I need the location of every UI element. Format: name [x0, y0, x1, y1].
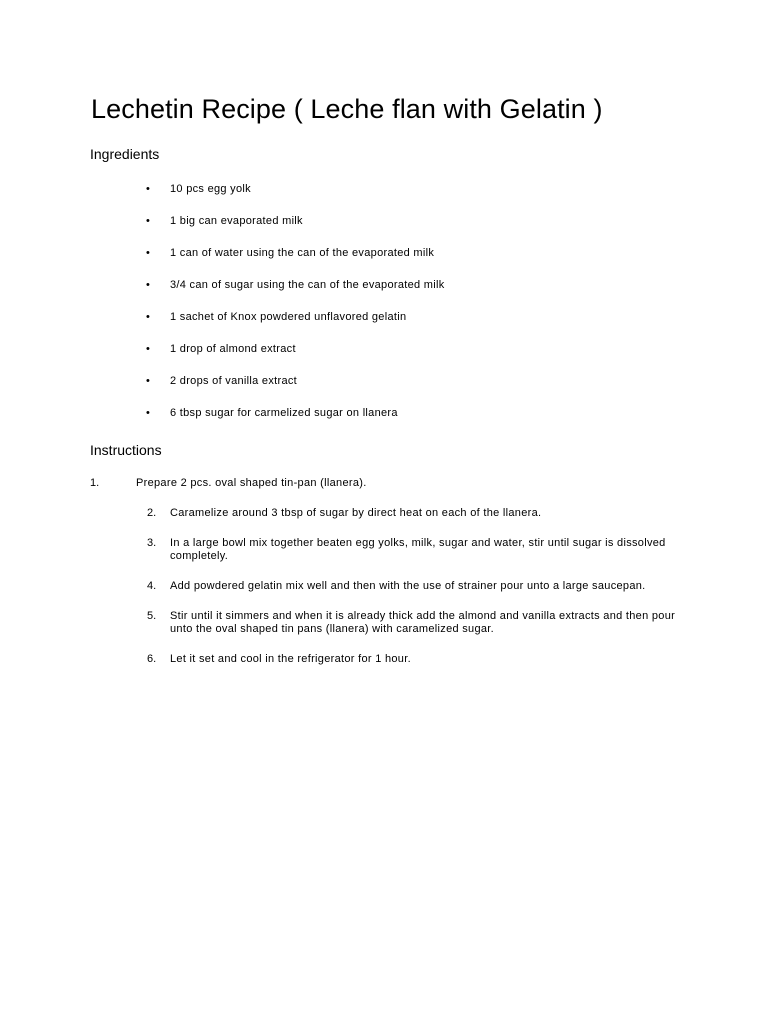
ingredient-item: [0, 215, 700, 231]
ingredient-text: 1 big can evaporated milk: [170, 215, 303, 227]
step-number: 4.: [147, 580, 157, 592]
ingredient-text: 1 can of water using the can of the evaporated milk: [170, 247, 435, 259]
step-number: 2.: [147, 507, 157, 519]
bullet-icon: •: [146, 375, 150, 387]
ingredient-item: [0, 343, 700, 359]
step-text: Add powdered gelatin mix well and then with the use of strainer pour unto a large saucepan.: [170, 580, 646, 592]
ingredient-text: 3/4 can of sugar using the can of the evaporated milk: [170, 279, 445, 291]
step-text: In a large bowl mix together beaten egg yolks, milk, sugar and water, stir until sugar is dissolved completely.: [170, 537, 666, 562]
ingredient-item: [0, 279, 700, 295]
ingredient-item: [0, 407, 700, 423]
bullet-icon: •: [146, 311, 150, 323]
step-number: 3.: [147, 537, 157, 549]
ingredient-text: 1 sachet of Knox powdered unflavored gelatin: [170, 311, 407, 323]
document-title: Lechetin Recipe ( Leche flan with Gelatin ): [91, 94, 603, 124]
bullet-icon: •: [146, 343, 150, 355]
step-text: Stir until it simmers and when it is already thick add the almond and vanilla extracts and then pour unto the oval shaped tin pans (llanera) with caramelized sugar.: [170, 610, 676, 635]
instructions-heading: Instructions: [90, 442, 162, 458]
bullet-icon: •: [146, 183, 150, 195]
ingredient-item: [0, 375, 700, 391]
ingredient-text: 2 drops of vanilla extract: [170, 375, 298, 387]
step-text: Prepare 2 pcs. oval shaped tin-pan (llanera).: [136, 477, 367, 489]
bullet-icon: •: [146, 407, 150, 419]
step-text: Let it set and cool in the refrigerator for 1 hour.: [170, 653, 411, 665]
step-number: 6.: [147, 653, 157, 665]
ingredient-text: 6 tbsp sugar for carmelized sugar on llanera: [170, 407, 398, 419]
ingredient-item: [0, 247, 700, 263]
ingredient-item: [0, 311, 700, 327]
ingredient-item: [0, 183, 700, 199]
bullet-icon: •: [146, 279, 150, 291]
ingredients-heading: Ingredients: [90, 146, 160, 162]
step-number: 5.: [147, 610, 157, 622]
ingredient-text: 10 pcs egg yolk: [170, 183, 251, 195]
step-number: 1.: [90, 477, 100, 489]
bullet-icon: •: [146, 247, 150, 259]
bullet-icon: •: [146, 215, 150, 227]
ingredient-text: 1 drop of almond extract: [170, 343, 296, 355]
step-text: Caramelize around 3 tbsp of sugar by direct heat on each of the llanera.: [170, 507, 542, 519]
